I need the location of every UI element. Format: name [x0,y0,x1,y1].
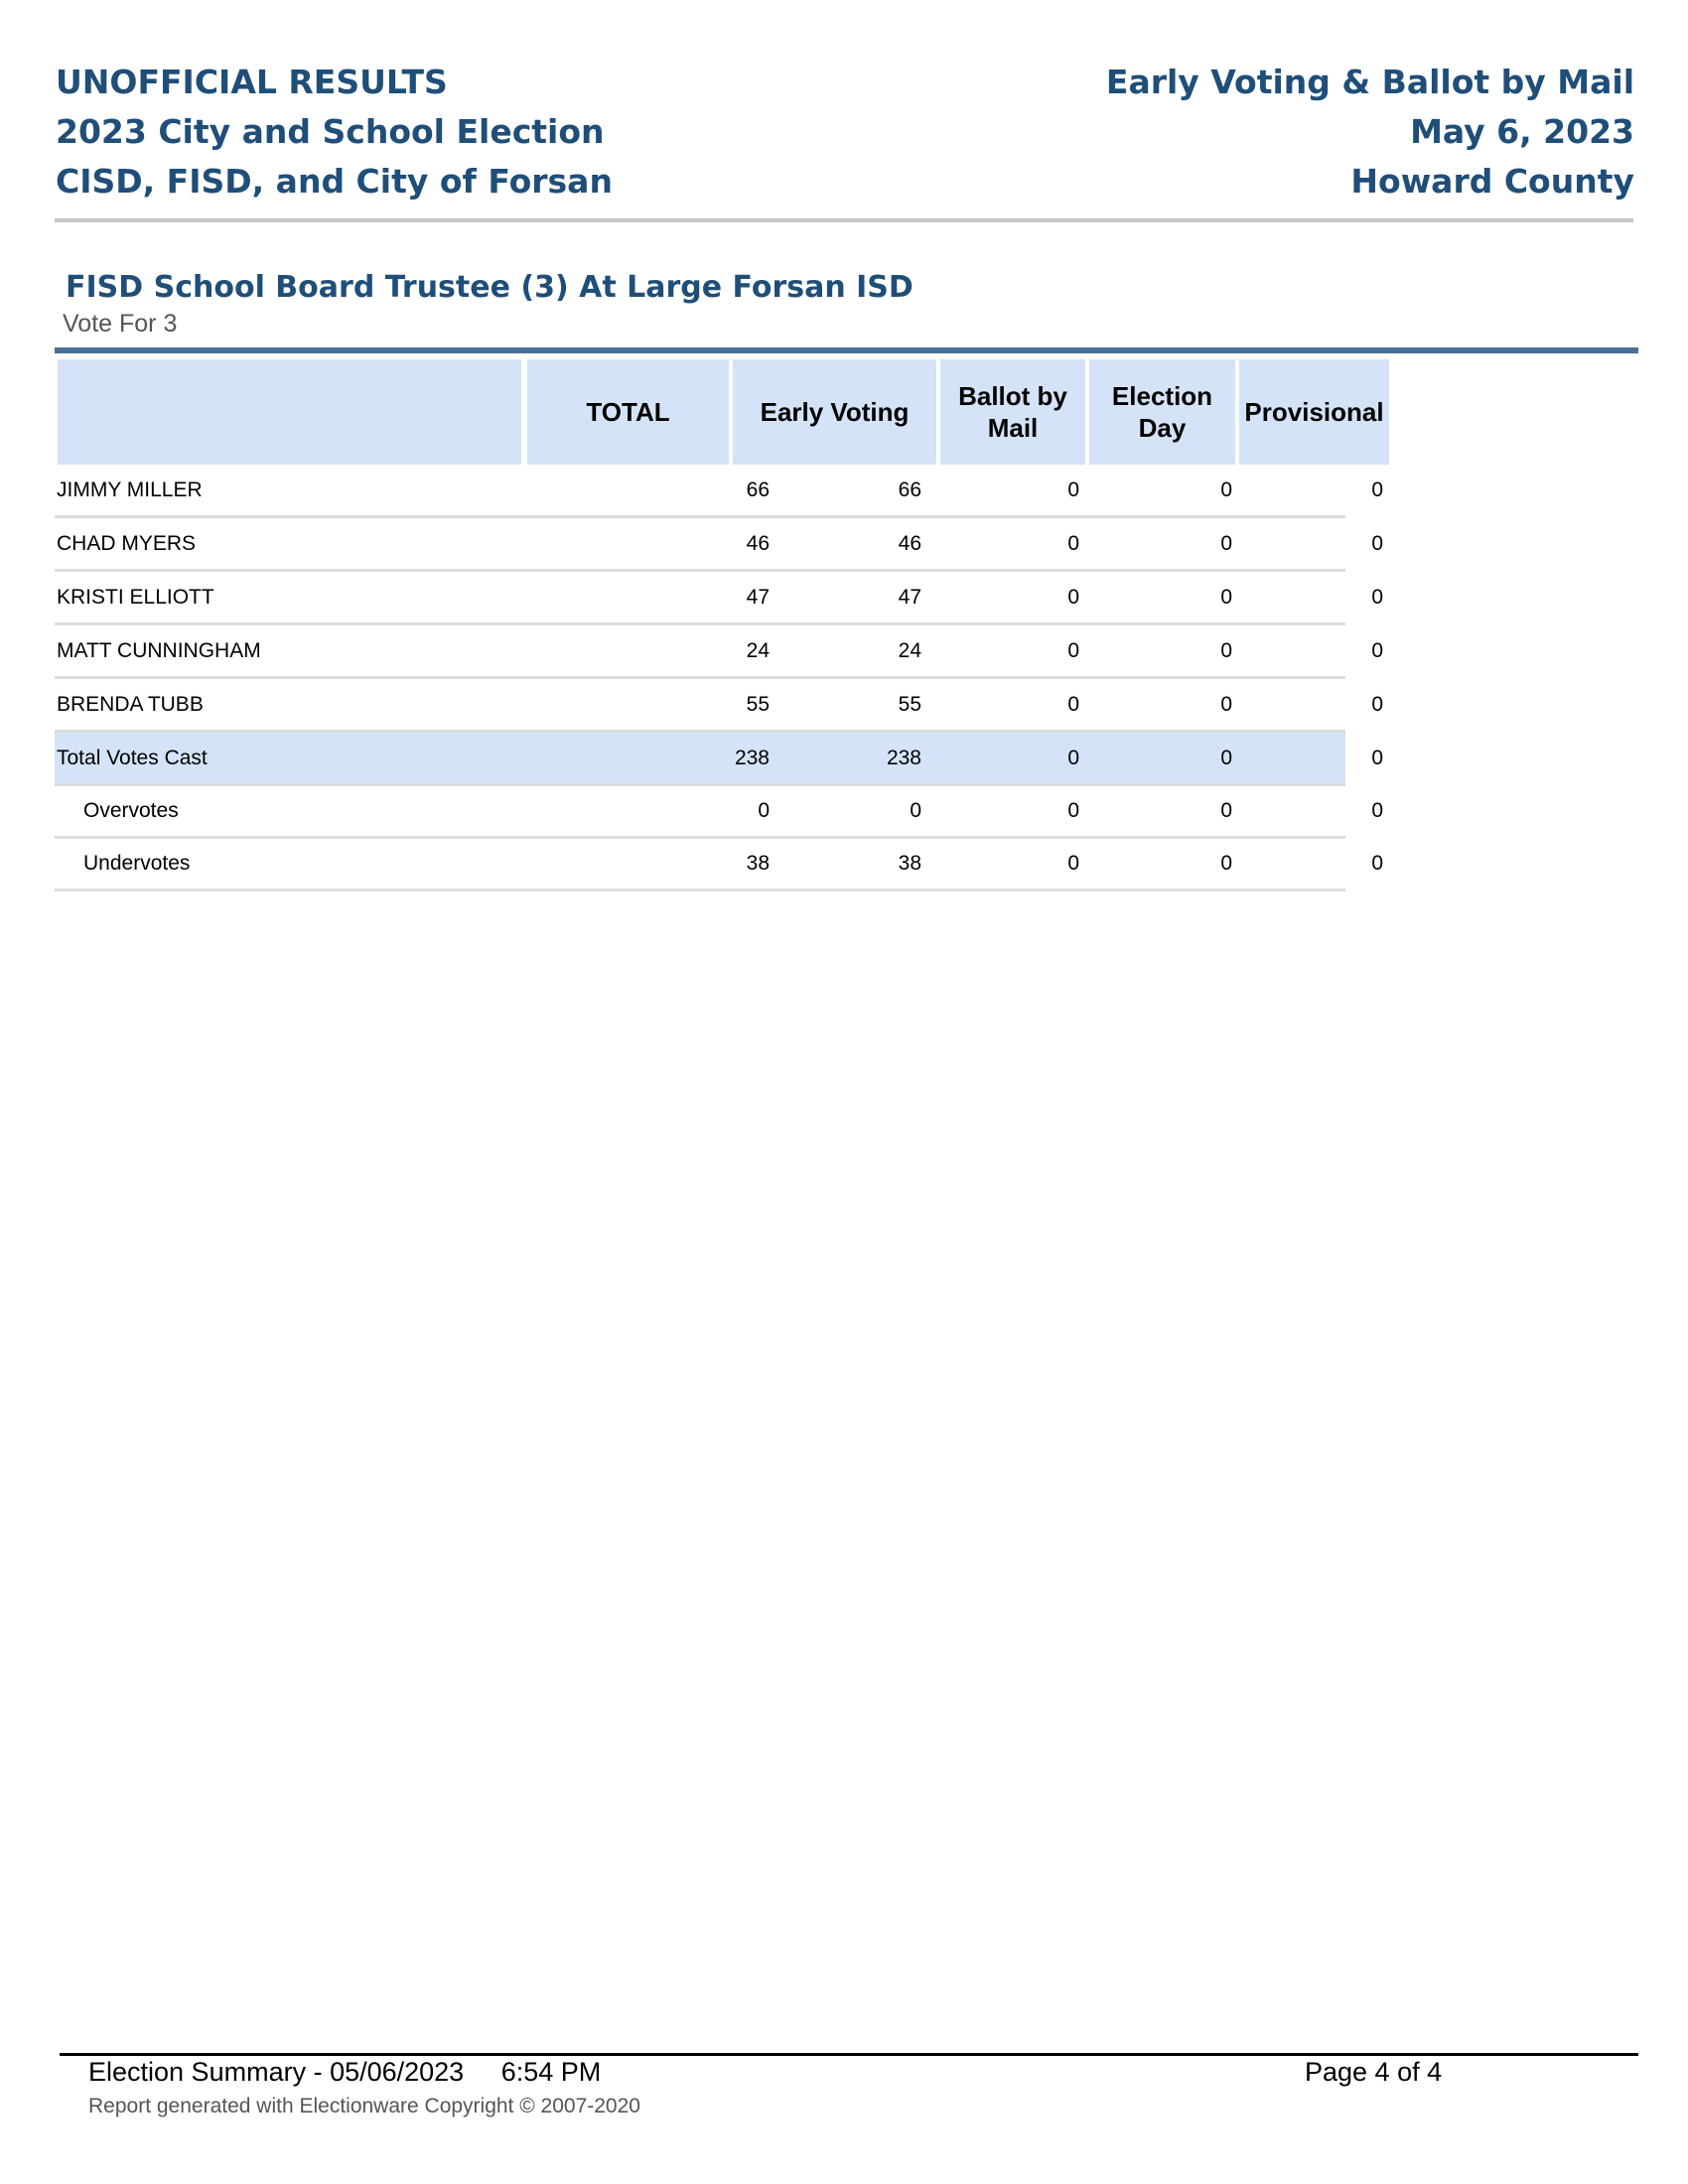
election-date: May 6, 2023 [1410,112,1634,151]
provisional-value: 0 [1371,692,1383,716]
provisional-value: 0 [1371,531,1383,555]
header-total: TOTAL [527,359,729,465]
election-day-value: 0 [1220,638,1232,662]
election-day-value: 0 [1220,746,1232,769]
ballot-by-mail-value: 0 [1067,531,1079,555]
total-value: 66 [746,478,770,501]
candidate-name: KRISTI ELLIOTT [57,585,214,609]
election-day-value: 0 [1220,531,1232,555]
report-scope: Early Voting & Ballot by Mail [1105,63,1634,101]
header-candidate-column [58,359,521,465]
candidate-name: JIMMY MILLER [57,478,203,501]
ballot-by-mail-value: 0 [1067,799,1079,822]
table-row [55,465,1383,518]
header-right [1106,58,1634,206]
header-early-voting: Early Voting [733,359,936,465]
row-label: Total Votes Cast [57,746,208,769]
table-row [55,625,1383,679]
total-value: 24 [746,638,770,662]
footer-copyright: Report generated with Electionware Copyright © 2007-2020 [88,2095,640,2117]
election-day-value: 0 [1220,852,1232,875]
table-row [55,518,1383,572]
provisional-value: 0 [1371,478,1383,501]
ballot-by-mail-value: 0 [1067,852,1079,875]
early-voting-value: 238 [886,746,921,769]
total-value: 55 [746,692,770,716]
candidate-name: CHAD MYERS [57,531,197,555]
early-voting-value: 38 [898,852,921,875]
ballot-by-mail-value: 0 [1067,746,1079,769]
header-ballot-by-mail: Ballot by Mail [940,359,1085,465]
overvotes-row [55,786,1383,839]
vote-for-label: Vote For 3 [63,310,178,338]
provisional-value: 0 [1371,799,1383,822]
provisional-value: 0 [1371,852,1383,875]
county-name: Howard County [1350,162,1634,201]
ballot-by-mail-value: 0 [1067,692,1079,716]
total-value: 38 [746,852,770,875]
table-row [55,572,1383,625]
early-voting-value: 66 [898,478,921,501]
candidate-name: BRENDA TUBB [57,692,204,716]
total-value: 0 [758,799,770,822]
ballot-by-mail-value: 0 [1067,585,1079,609]
total-value: 47 [746,585,770,609]
total-value: 238 [734,746,770,769]
undervotes-row [55,839,1383,891]
header-left [56,58,613,206]
row-label: Undervotes [83,852,191,875]
total-votes-row [55,733,1383,786]
contest-title: FISD School Board Trustee (3) At Large Forsan ISD [66,270,914,305]
early-voting-value: 55 [898,692,921,716]
jurisdictions: CISD, FISD, and City of Forsan [56,162,613,201]
election-day-value: 0 [1220,799,1232,822]
total-value: 46 [746,531,770,555]
provisional-value: 0 [1371,746,1383,769]
contest-divider [55,347,1638,353]
early-voting-value: 0 [910,799,921,822]
table-header [55,359,1384,465]
table-row [55,679,1383,733]
election-day-value: 0 [1220,585,1232,609]
footer-summary: Election Summary - 05/06/2023 6:54 PM [88,2057,602,2087]
early-voting-value: 24 [898,638,921,662]
provisional-value: 0 [1371,585,1383,609]
header-divider [55,218,1633,222]
ballot-by-mail-value: 0 [1067,478,1079,501]
provisional-value: 0 [1371,638,1383,662]
election-name: 2023 City and School Election [56,112,605,151]
page-number: Page 4 of 4 [1305,2057,1443,2087]
early-voting-value: 46 [898,531,921,555]
ballot-by-mail-value: 0 [1067,638,1079,662]
footer-divider [60,2053,1638,2056]
early-voting-value: 47 [898,585,921,609]
election-day-value: 0 [1220,692,1232,716]
header-provisional: Provisional [1239,359,1389,465]
header-election-day: Election Day [1089,359,1235,465]
report-status: UNOFFICIAL RESULTS [56,63,448,101]
candidate-name: MATT CUNNINGHAM [57,638,261,662]
row-label: Overvotes [83,799,179,822]
results-table [55,359,1384,875]
election-day-value: 0 [1220,478,1232,501]
